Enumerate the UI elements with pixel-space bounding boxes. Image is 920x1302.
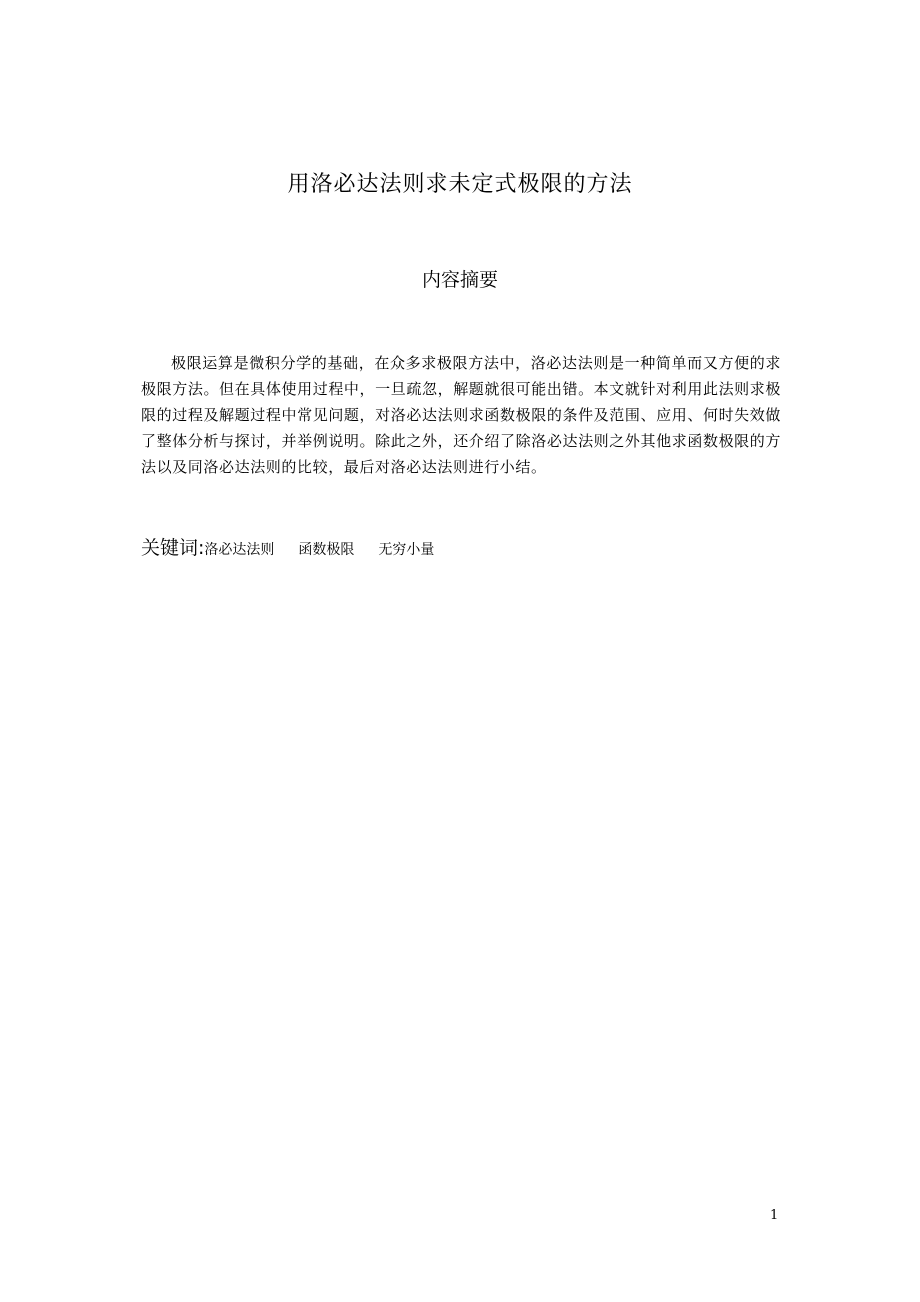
document-title: 用洛必达法则求未定式极限的方法	[287, 172, 633, 197]
keyword-item: 洛必达法则	[204, 542, 275, 558]
keywords-line	[141, 533, 781, 560]
page-number: 1	[770, 1208, 779, 1223]
keyword-item: 函数极限	[298, 542, 355, 558]
keywords-label: 关键词:	[141, 537, 205, 559]
abstract-heading: 内容摘要	[421, 269, 498, 291]
keyword-item: 无穷小量	[378, 542, 435, 558]
abstract-paragraph: 极限运算是微积分学的基础，在众多求极限方法中，洛必达法则是一种简单而又方便的求极限方法。但在具体使用过程中，一旦疏忽，解题就很可能出错。本文就针对利用此法则求极限的过程及解题过程中常见问题，对洛必达法则求函数极限的条件及范围、应用、何时失效做了整体分析与探讨，并举例说明。除此之外，还介绍了除洛必达法则之外其他求函数极限的方法以及同洛必达法则的比较，最后对洛必达法则进行小结。	[141, 354, 781, 476]
